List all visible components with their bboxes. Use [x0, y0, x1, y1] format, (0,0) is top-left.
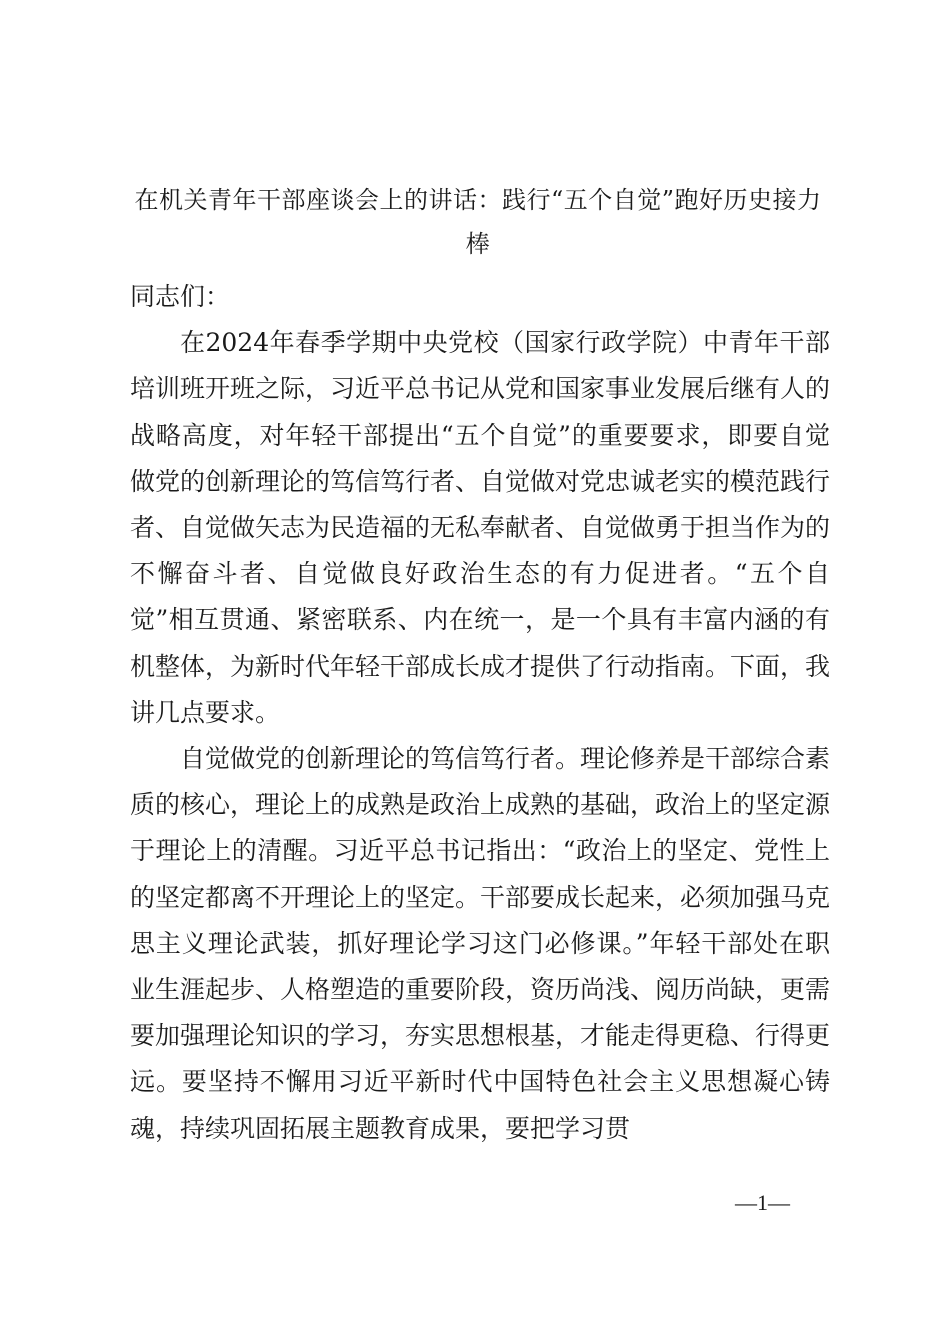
paragraph-2: 自觉做党的创新理论的笃信笃行者。理论修养是干部综合素质的核心，理论上的成熟是政治上成熟的基础，政治上的坚定源于理论上的清醒。习近平总书记指出：“政治上的坚定、党性上的坚定都离不开理论上的坚定。干部要成长起来，必须加强马克思主义理论武装，抓好理论学习这门必修课。”年轻干部处在职业生涯起步、人格塑造的重要阶段，资历尚浅、阅历尚缺，更需要加强理论知识的学习，夯实思想根基，才能走得更稳、行得更远。要坚持不懈用习近平新时代中国特色社会主义思想凝心铸魂，持续巩固拓展主题教育成果，要把学习贯 [130, 744, 831, 1143]
document-body [130, 274, 830, 1152]
page-number: —1— [735, 1190, 790, 1215]
salutation: 同志们： [130, 282, 231, 311]
paragraph-1: 在2024年春季学期中央党校（国家行政学院）中青年干部培训班开班之际，习近平总书记从党和国家事业发展后继有人的战略高度，对年轻干部提出“五个自觉”的重要要求，即要自觉做党的创新理论的笃信笃行者、自觉做对党忠诚老实的模范践行者、自觉做矢志为民造福的无私奉献者、自觉做勇于担当作为的不懈奋斗者、自觉做良好政治生态的有力促进者。“五个自觉”相互贯通、紧密联系、内在统一，是一个具有丰富内涵的有机整体，为新时代年轻干部成长成才提供了行动指南。下面，我讲几点要求。 [130, 328, 831, 727]
document-title: 在机关青年干部座谈会上的讲话：践行“五个自觉”跑好历史接力棒 [134, 186, 822, 258]
